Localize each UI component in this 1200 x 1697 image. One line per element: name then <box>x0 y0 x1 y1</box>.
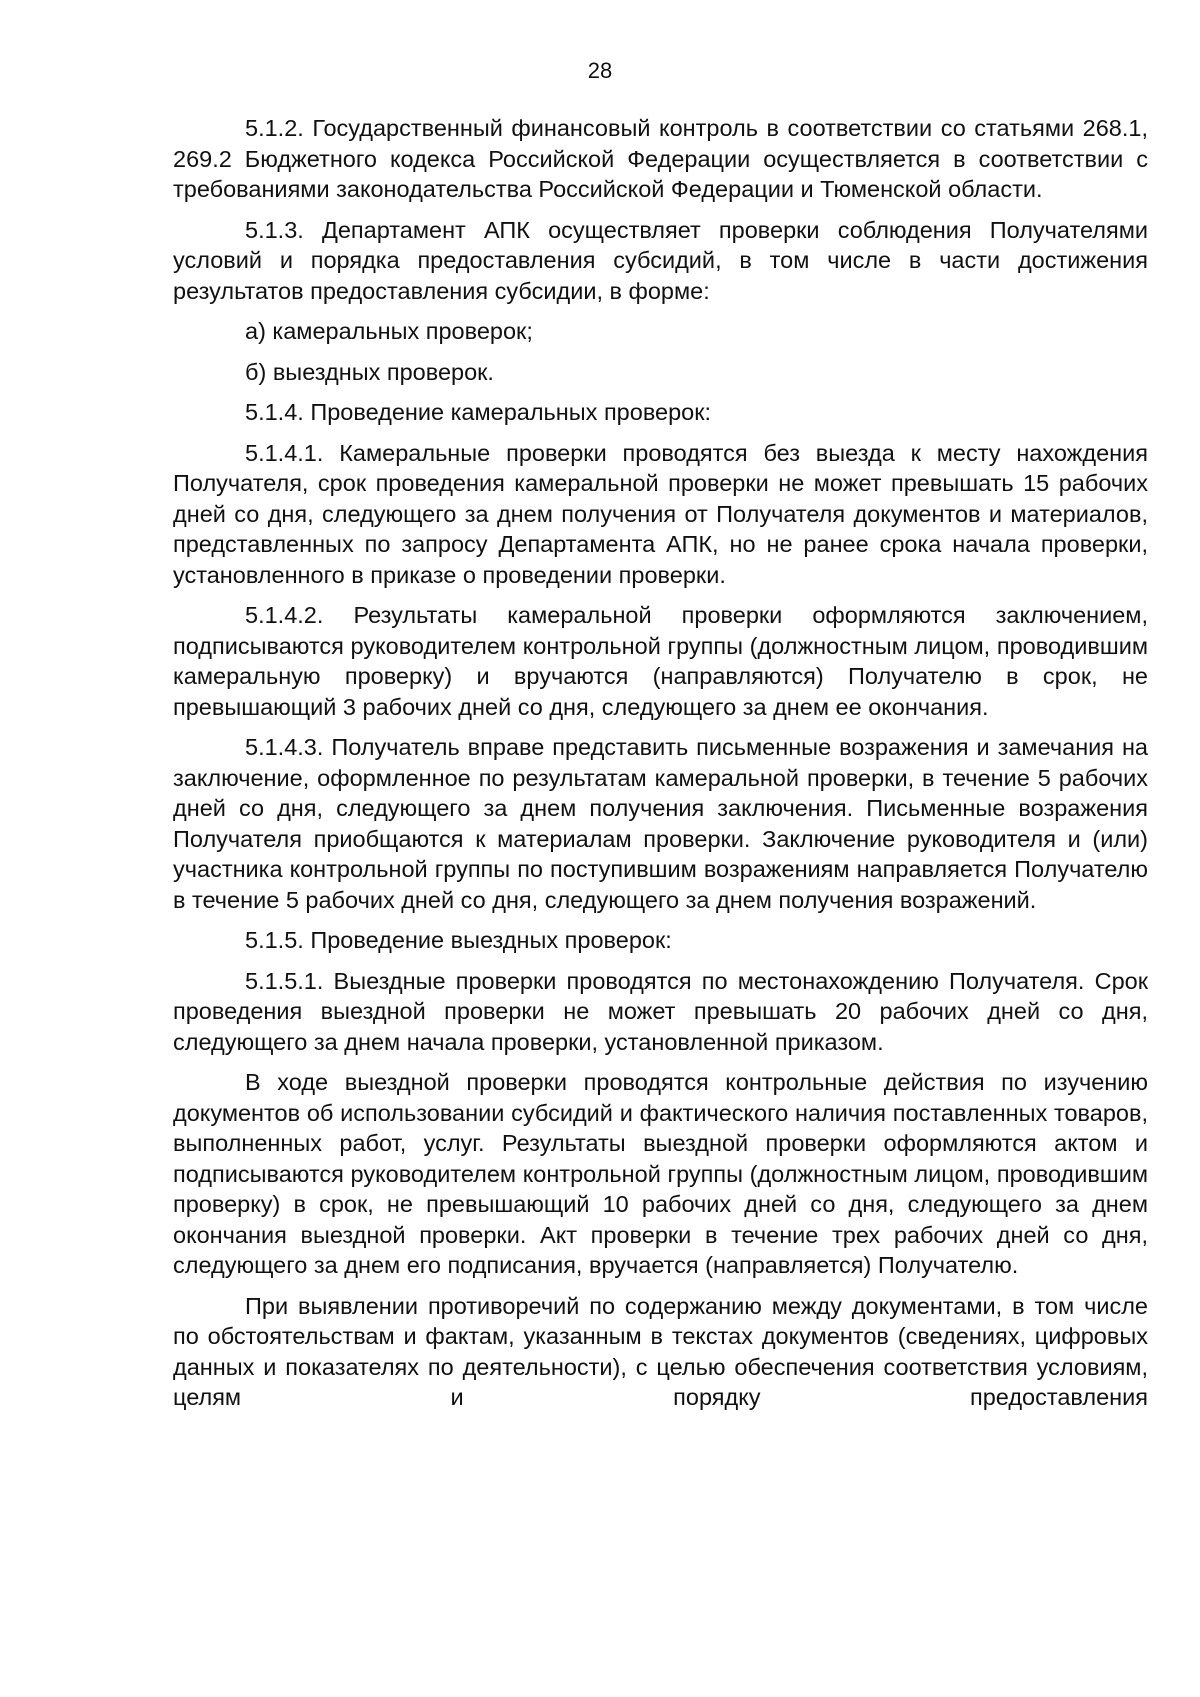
paragraph-5-1-4-3: 5.1.4.3. Получатель вправе представить письменные возражения и замечания на заключение, оформленное по результатам камеральной проверки, в течение 5 рабочих дней со дня, следующего за днем получения заключения. Письменные возражения Получателя приобщаются к материалам проверки. Заключение руководителя и (или) участника контрольной группы по поступившим возражениям направляется Получателю в течение 5 рабочих дней со дня, следующего за днем получения возражений. <box>173 734 1148 913</box>
paragraph-5-1-4-heading: 5.1.4. Проведение камеральных проверок: <box>245 399 712 425</box>
paragraph-5-1-2: 5.1.2. Государственный финансовый контроль в соответствии со статьями 268.1, 269.2 Бюджетного кодекса Российской Федерации осуществляется в соответствии с требованиями законодательства Российской Федерации и Тюменской области. <box>173 115 1148 202</box>
page-number: 28 <box>587 58 613 83</box>
paragraph-5-1-4-2: 5.1.4.2. Результаты камеральной проверки оформляются заключением, подписываются руководителем контрольной группы (должностным лицом, проводившим камеральную проверку) и вручаются (направляются) Получателю в срок, не превышающий 3 рабочих дней со дня, следующего за днем ее окончания. <box>173 602 1148 720</box>
document-body <box>173 113 1148 1423</box>
paragraph-5-1-5-heading: 5.1.5. Проведение выездных проверок: <box>245 927 672 953</box>
list-item-a: а) камеральных проверок; <box>245 318 533 344</box>
paragraph-5-1-5-1: 5.1.5.1. Выездные проверки проводятся по местонахождению Получателя. Срок проведения выездной проверки не может превышать 20 рабочих дней со дня, следующего за днем начала проверки, установленной приказом. <box>173 967 1148 1055</box>
paragraph-5-1-4-1: 5.1.4.1. Камеральные проверки проводятся без выезда к месту нахождения Получателя, срок проведения камеральной проверки не может превышать 15 рабочих дней со дня, следующего за днем получения от Получателя документов и материалов, представленных по запросу Департамента АПК, но не ранее срока начала проверки, установленного в приказе о проведении проверки. <box>173 439 1148 588</box>
paragraph-field-inspection: В ходе выездной проверки проводятся контрольные действия по изучению документов об использовании субсидий и фактического наличия поставленных товаров, выполненных работ, услуг. Результаты выездной проверки оформляются актом и подписываются руководителем контрольной группы (должностным лицом, проводившим проверку) в срок, не превышающий 10 рабочих дней со дня, следующего за днем окончания выездной проверки. Акт проверки в течение трех рабочих дней со дня, следующего за днем его подписания, вручается (направляется) Получателю. <box>173 1069 1148 1278</box>
paragraph-5-1-3: 5.1.3. Департамент АПК осуществляет проверки соблюдения Получателями условий и порядка предоставления субсидий, в том числе в части достижения результатов предоставления субсидии, в форме: <box>173 216 1148 304</box>
list-item-b: б) выездных проверок. <box>245 358 494 385</box>
paragraph-contradictions: При выявлении противоречий по содержанию между документами, в том числе по обстоятельствам и фактам, указанным в текстах документов (сведениях, цифровых данных и показателях по деятельности), с целью обеспечения соответствия условиям, целям и порядку предоставления <box>173 1292 1148 1410</box>
